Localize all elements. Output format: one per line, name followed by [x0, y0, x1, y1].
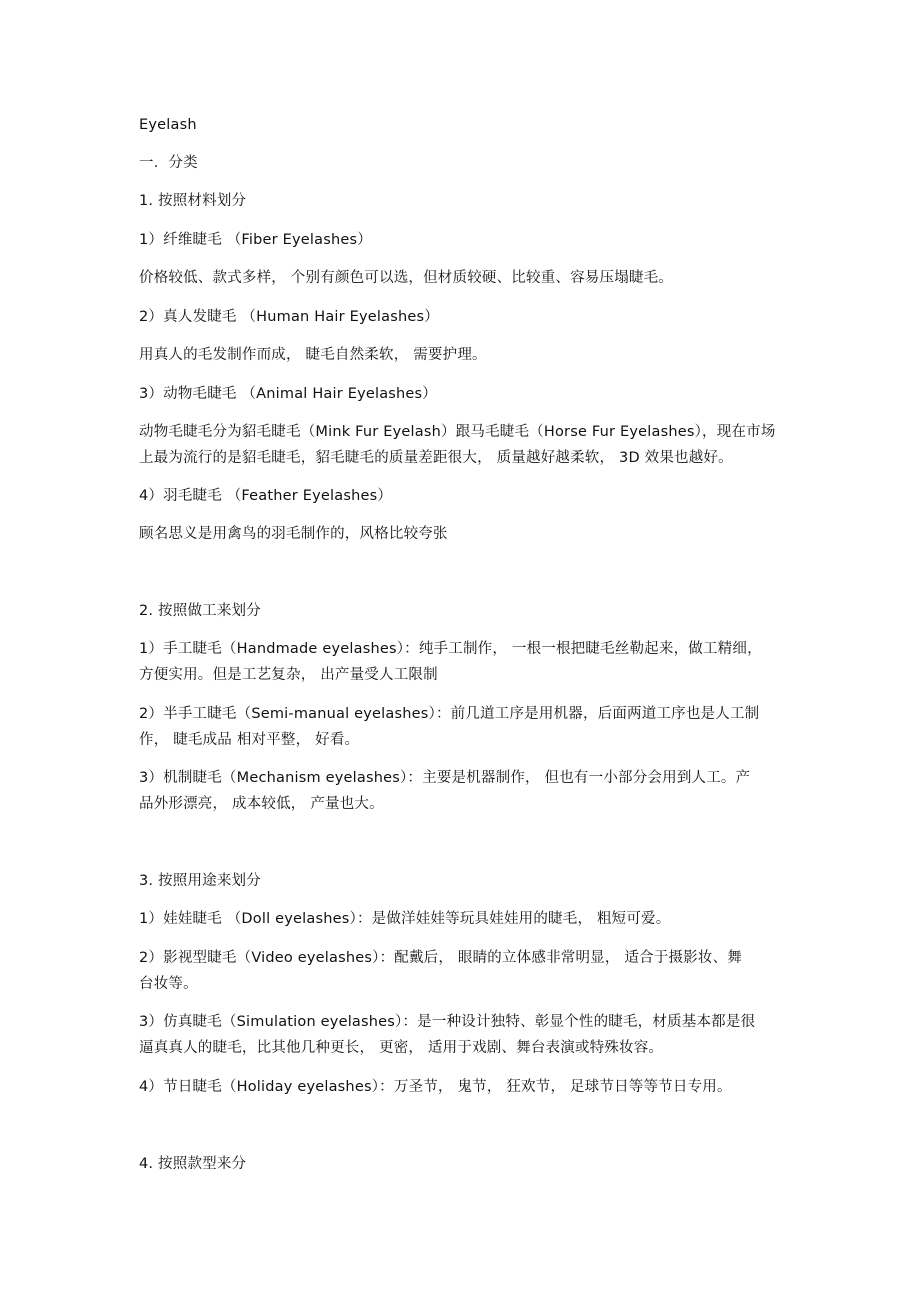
- item-animal-hair-text: [139, 419, 789, 471]
- item-fiber-text: 价格较低、款式多样， 个别有颜色可以选，但材质较硬、比较重、容易压塌睫毛。: [139, 270, 674, 286]
- document-title: Eyelash: [139, 117, 197, 133]
- item-video-line2: 台妆等。: [139, 976, 198, 992]
- item-semi-manual-line1: 2）半手工睫毛（Semi-manual eyelashes）：前几道工序是用机器，后面两道工序也是人工制: [139, 706, 760, 722]
- item-feather-text: 顾名思义是用禽鸟的羽毛制作的，风格比较夸张: [139, 526, 448, 542]
- section-heading-classification: 一．分类: [139, 155, 198, 171]
- subheading-by-material: 1. 按照材料划分: [139, 193, 247, 209]
- item-feather-heading: 4）羽毛睫毛 （Feather Eyelashes）: [139, 488, 393, 504]
- item-simulation-line1: 3）仿真睫毛（Simulation eyelashes）：是一种设计独特、彰显个性的睫毛，材质基本都是很: [139, 1014, 756, 1030]
- item-handmade: [139, 636, 789, 688]
- item-animal-hair-text-line1: 动物毛睫毛分为貂毛睫毛（Mink Fur Eyelash）跟马毛睫毛（Horse Fur Eyelashes），现在市场: [139, 424, 776, 440]
- item-handmade-line1: 1）手工睫毛（Handmade eyelashes）：纯手工制作， 一根一根把睫毛丝勒起来，做工精细，: [139, 641, 762, 657]
- item-mechanism-line1: 3）机制睫毛（Mechanism eyelashes）：主要是机器制作， 但也有一小部分会用到人工。产: [139, 770, 751, 786]
- item-human-hair-heading: 2）真人发睫毛 （Human Hair Eyelashes）: [139, 309, 439, 325]
- item-simulation: [139, 1009, 789, 1061]
- item-holiday: 4）节日睫毛（Holiday eyelashes）：万圣节， 鬼节， 狂欢节， 足球节日等等节日专用。: [139, 1079, 732, 1095]
- item-doll: 1）娃娃睫毛 （Doll eyelashes）：是做洋娃娃等玩具娃娃用的睫毛， 粗短可爱。: [139, 911, 671, 927]
- item-semi-manual-line2: 作， 睫毛成品 相对平整， 好看。: [139, 732, 360, 748]
- item-handmade-line2: 方便实用。但是工艺复杂， 出产量受人工限制: [139, 667, 438, 683]
- item-video: [139, 945, 789, 997]
- item-fiber-heading: 1）纤维睫毛 （Fiber Eyelashes）: [139, 232, 372, 248]
- item-video-line1: 2）影视型睫毛（Video eyelashes）：配戴后， 眼睛的立体感非常明显， 适合于摄影妆、舞: [139, 950, 742, 966]
- item-mechanism: [139, 765, 789, 817]
- item-animal-hair-heading: 3）动物毛睫毛 （Animal Hair Eyelashes）: [139, 386, 438, 402]
- item-animal-hair-text-line2: 上最为流行的是貂毛睫毛，貂毛睫毛的质量差距很大， 质量越好越柔软， 3D 效果也越好。: [139, 450, 733, 466]
- subheading-by-workmanship: 2. 按照做工来划分: [139, 603, 261, 619]
- subheading-by-usage: 3. 按照用途来划分: [139, 873, 261, 889]
- item-semi-manual: [139, 701, 789, 753]
- item-mechanism-line2: 品外形漂亮， 成本较低， 产量也大。: [139, 796, 384, 812]
- item-human-hair-text: 用真人的毛发制作而成， 睫毛自然柔软， 需要护理。: [139, 347, 487, 363]
- item-simulation-line2: 逼真真人的睫毛，比其他几种更长， 更密， 适用于戏剧、舞台表演或特殊妆容。: [139, 1040, 664, 1056]
- subheading-by-style: 4. 按照款型来分: [139, 1156, 247, 1172]
